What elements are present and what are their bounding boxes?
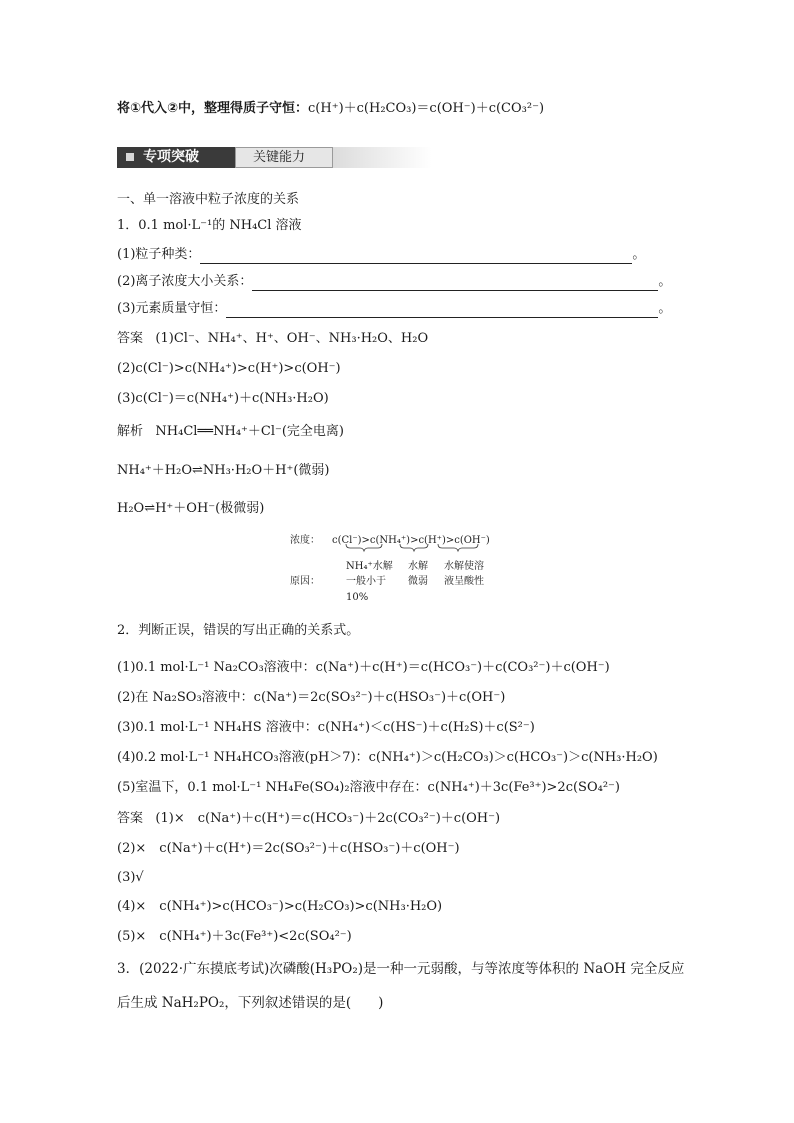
diagram-reason-label: 原因： xyxy=(290,576,320,587)
q1-answer-row xyxy=(117,330,428,348)
q2-title: 2．判断正误，错误的写出正确的关系式。 xyxy=(117,623,360,638)
q2-item-2: (2)在 Na₂SO₃溶液中：c(Na⁺)＝2c(SO₃²⁻)＋c(HSO₃⁻)＋c(OH⁻) xyxy=(117,690,506,705)
intro-lead: 将①代入②中，整理得质子守恒： xyxy=(117,101,309,116)
q2-item-4: (4)0.2 mol·L⁻¹ NH₄HCO₃溶液(pH＞7)：c(NH₄⁺)＞c(H₂CO₃)＞c(HCO₃⁻)＞c(NH₃·H₂O) xyxy=(117,750,658,765)
end-mark: 。 xyxy=(658,301,672,316)
answer-blank-2[interactable] xyxy=(252,276,658,291)
answer-label: 答案 xyxy=(117,331,144,346)
q2-answer-2: (2)× c(Na⁺)＋c(H⁺)＝2c(SO₃²⁻)＋c(HSO₃⁻)＋c(OH⁻) xyxy=(117,841,460,856)
intro-line xyxy=(117,100,544,118)
diagram-r1-line3: 10% xyxy=(346,592,369,603)
diagram-r2-line1: 水解 xyxy=(408,561,428,572)
end-mark: 。 xyxy=(658,274,672,289)
q1-blank1-label: (1)粒子种类： xyxy=(117,247,201,262)
q3-line2: 后生成 NaH₂PO₂，下列叙述错误的是( ) xyxy=(117,995,384,1011)
q1-blank1-row xyxy=(117,246,645,264)
diagram-conc-formula: c(Cl⁻)>c(NH₄⁺)>c(H⁺)>c(OH⁻) xyxy=(332,535,490,546)
answer-label: 答案 xyxy=(117,811,144,826)
q2-answer-3: (3)√ xyxy=(117,870,144,885)
q2-item-1: (1)0.1 mol·L⁻¹ Na₂CO₃溶液中：c(Na⁺)＋c(H⁺)＝c(HCO₃⁻)＋c(CO₃²⁻)＋c(OH⁻) xyxy=(117,660,610,675)
diagram-r1-line2: 一般小于 xyxy=(346,576,386,587)
q1-analysis2: NH₄⁺＋H₂O⇌NH₃·H₂O＋H⁺(微弱) xyxy=(117,463,330,478)
section-title: 一、单一溶液中粒子浓度的关系 xyxy=(117,192,300,207)
banner-sub-label: 关键能力 xyxy=(253,150,306,165)
answer-blank-3[interactable] xyxy=(226,303,658,318)
banner-main-label: 专项突破 xyxy=(143,149,199,165)
q2-item-3: (3)0.1 mol·L⁻¹ NH₄HS 溶液中：c(NH₄⁺)＜c(HS⁻)＋c(H₂S)＋c(S²⁻) xyxy=(117,720,535,735)
q1-blank2-row xyxy=(117,273,671,291)
intro-formula: c(H⁺)＋c(H₂CO₃)＝c(OH⁻)＋c(CO₃²⁻) xyxy=(308,101,545,116)
diagram-r1-line1: NH₄⁺水解 xyxy=(346,561,393,572)
square-icon xyxy=(126,153,134,161)
concentration-diagram xyxy=(290,532,520,608)
diagram-r3-line2: 液呈酸性 xyxy=(444,576,484,587)
q1-blank2-label: (2)离子浓度大小关系： xyxy=(117,274,253,289)
q1-answer2: (2)c(Cl⁻)>c(NH₄⁺)>c(H⁺)>c(OH⁻) xyxy=(117,361,341,376)
section-banner xyxy=(117,144,432,170)
analysis-label: 解析 xyxy=(117,424,144,439)
q1-answer3: (3)c(Cl⁻)＝c(NH₄⁺)＋c(NH₃·H₂O) xyxy=(117,391,329,406)
q2-answer-5: (5)× c(NH₄⁺)＋3c(Fe³⁺)<2c(SO₄²⁻) xyxy=(117,929,352,944)
q1-analysis3: H₂O⇌H⁺＋OH⁻(极微弱) xyxy=(117,501,265,516)
diagram-r3-line1: 水解使溶 xyxy=(444,561,484,572)
q2-item-5: (5)室温下，0.1 mol·L⁻¹ NH₄Fe(SO₄)₂溶液中存在：c(NH₄⁺)＋3c(Fe³⁺)>2c(SO₄²⁻) xyxy=(117,780,620,795)
q1-blank3-row xyxy=(117,300,671,318)
end-mark: 。 xyxy=(632,247,646,262)
diagram-conc-label: 浓度： xyxy=(290,535,320,546)
q1-blank3-label: (3)元素质量守恒： xyxy=(117,301,227,316)
q1-analysis-row xyxy=(117,423,344,441)
q2-answer-4: (4)× c(NH₄⁺)>c(HCO₃⁻)>c(H₂CO₃)>c(NH₃·H₂O) xyxy=(117,899,443,914)
q1-answer1: (1)Cl⁻、NH₄⁺、H⁺、OH⁻、NH₃·H₂O、H₂O xyxy=(155,331,429,346)
q3-line1: 3．(2022·广东摸底考试)次磷酸(H₃PO₂)是一种一元弱酸，与等浓度等体积的 NaOH 完全反应 xyxy=(117,961,685,977)
q1-title: 1．0.1 mol·L⁻¹的 NH₄Cl 溶液 xyxy=(117,218,302,233)
diagram-r2-line2: 微弱 xyxy=(408,576,428,587)
q1-analysis1: NH₄Cl══NH₄⁺＋Cl⁻(完全电离) xyxy=(155,424,344,439)
q2-answer-row xyxy=(117,810,500,828)
answer-blank-1[interactable] xyxy=(200,249,632,264)
q2-answer-1: (1)× c(Na⁺)＋c(H⁺)＝c(HCO₃⁻)＋2c(CO₃²⁻)＋c(OH⁻) xyxy=(155,811,501,826)
